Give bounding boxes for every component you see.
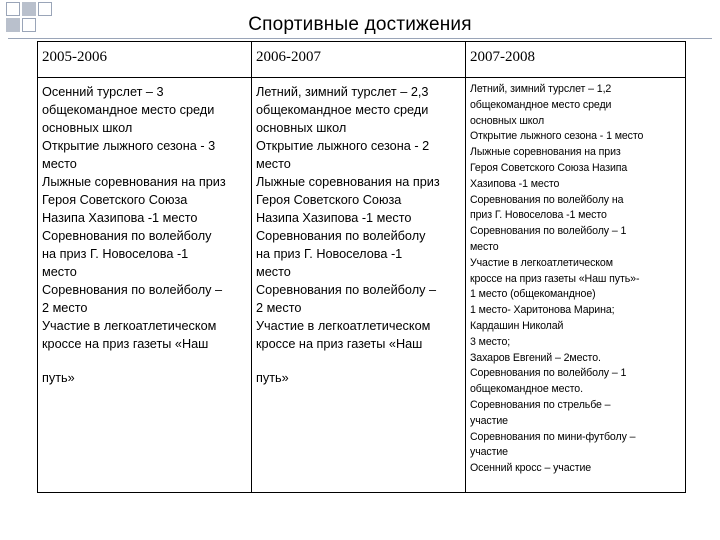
cell-line: основных школ — [256, 121, 347, 135]
cell-line: приз Г. Новоселова -1 место — [470, 209, 607, 222]
cell-line: путь» — [42, 371, 75, 385]
header-row — [38, 42, 686, 78]
cell-line: Лыжные соревнования на приз — [470, 146, 621, 159]
cell-line: Соревнования по стрельбе – — [470, 398, 611, 411]
cell-line: на приз Г. Новоселова -1 — [42, 247, 189, 261]
cell-line: Соревнования по волейболу – — [42, 283, 223, 297]
cell-line: Соревнования по мини-футболу – — [470, 430, 636, 443]
cell-text — [252, 78, 465, 353]
cell-line: Участие в легкоатлетическом — [42, 319, 217, 333]
cell-line: Героя Советского Союза — [42, 193, 188, 207]
cell-line: на приз Г. Новоселова -1 — [256, 247, 403, 261]
cell-line: 1 место- Харитонова Марина; — [470, 304, 615, 317]
cell-line: Открытие лыжного сезона - 2 — [256, 139, 430, 153]
cell-line: основных школ — [470, 114, 545, 127]
cell-line: Лыжные соревнования на приз — [256, 175, 440, 189]
cell-line: Летний, зимний турслет – 1,2 — [470, 83, 612, 95]
cell-line: место — [42, 265, 77, 279]
cell-line: участие — [470, 446, 508, 459]
cell-line: Лыжные соревнования на приз — [42, 175, 226, 189]
cell-line: 2 место — [42, 301, 88, 315]
cell-line: Героя Советского Союза Назипа — [470, 161, 628, 174]
cell-line: общекомандное место. — [470, 383, 583, 396]
cell-line: Соревнования по волейболу на — [470, 193, 624, 206]
cell-line: Соревнования по волейболу – 1 — [470, 225, 627, 238]
cell-line: Соревнования по волейболу – 1 — [470, 367, 627, 380]
cell-line: Героя Советского Союза — [256, 193, 402, 207]
page-title: Спортивные достижения — [248, 14, 472, 35]
cell-line: Кардашин Николай — [470, 319, 564, 332]
cell-line: 1 место (общекомандное) — [470, 288, 596, 301]
cell-line: 2 место — [256, 301, 302, 315]
cell-line: Открытие лыжного сезона - 1 место — [470, 130, 644, 143]
cell-line: участие — [470, 414, 508, 427]
cell-line: кроссе на приз газеты «Наш путь»- — [470, 272, 640, 285]
cell-line: кроссе на приз газеты «Наш — [256, 337, 423, 351]
cell-line: Соревнования по волейболу – — [256, 283, 437, 297]
cell-line: место — [470, 240, 499, 253]
cell-2007-2008 — [466, 78, 686, 493]
header-2006-2007: 2006-2007 — [252, 42, 466, 78]
cell-line: основных школ — [42, 121, 133, 135]
cell-line: Назипа Хазипова -1 место — [256, 211, 412, 225]
cell-line: место — [256, 265, 291, 279]
cell-line: общекомандное место среди — [470, 98, 612, 111]
header-2005-2006: 2005-2006 — [38, 42, 252, 78]
cell-line: Летний, зимний турслет – 2,3 — [256, 85, 429, 99]
cell-line: Соревнования по волейболу — [42, 229, 212, 243]
cell-line: кроссе на приз газеты «Наш — [42, 337, 209, 351]
cell-line: Осенний кросс – участие — [470, 462, 592, 475]
cell-line: Участие в легкоатлетическом — [256, 319, 431, 333]
cell-line: 3 место; — [470, 335, 511, 348]
cell-line: место — [256, 157, 291, 171]
cell-line: общекомандное место среди — [42, 103, 215, 117]
cell-line: Захаров Евгений – 2место. — [470, 351, 601, 364]
achievements-table — [37, 41, 686, 493]
cell-line: место — [42, 157, 77, 171]
cell-line: Хазипова -1 место — [470, 177, 560, 190]
cell-line: Назипа Хазипова -1 место — [42, 211, 198, 225]
header-2007-2008: 2007-2008 — [466, 42, 686, 78]
cell-text — [38, 78, 251, 353]
cell-2005-2006 — [38, 78, 252, 493]
cell-line: Открытие лыжного сезона - 3 — [42, 139, 216, 153]
cell-line: Осенний турслет – 3 — [42, 85, 164, 99]
cell-2006-2007 — [252, 78, 466, 493]
cell-line: Участие в легкоатлетическом — [470, 256, 613, 269]
cell-line: путь» — [256, 371, 289, 385]
content-row — [38, 78, 686, 493]
cell-line: Соревнования по волейболу — [256, 229, 426, 243]
cell-text — [466, 78, 685, 477]
title-divider — [8, 38, 712, 39]
cell-line: общекомандное место среди — [256, 103, 429, 117]
